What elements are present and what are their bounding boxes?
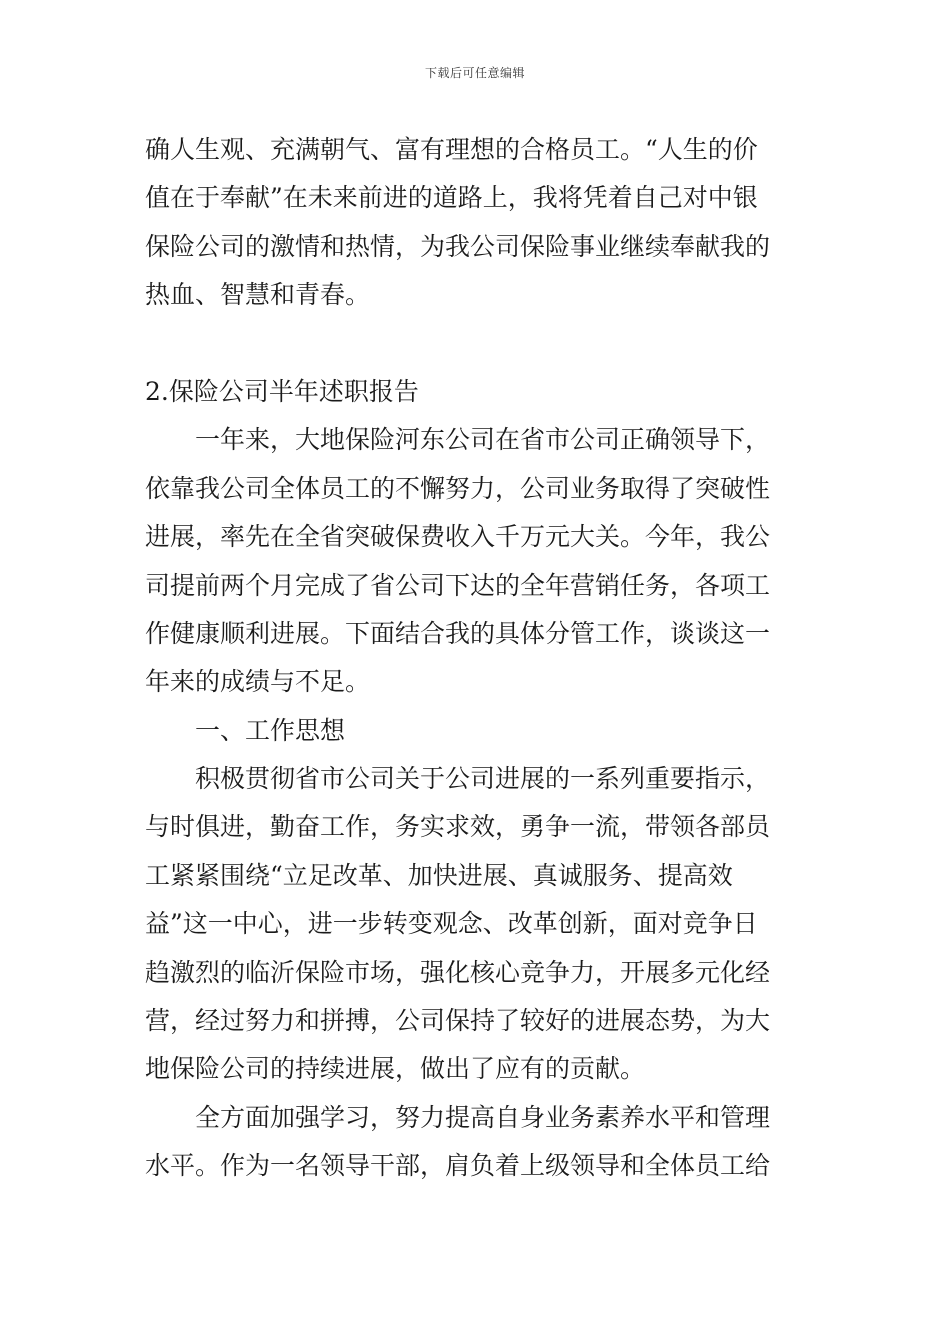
text-line: 趋激烈的临沂保险市场，强化核心竞争力，开展多元化经 bbox=[145, 957, 771, 987]
text-line: 水平。作为一名领导干部，肩负着上级领导和全体员工给 bbox=[145, 1151, 771, 1181]
text-line: 司提前两个月完成了省公司下达的全年营销任务，各项工 bbox=[145, 570, 771, 600]
blank-line bbox=[145, 320, 809, 368]
text-line: 进展，率先在全省突破保费收入千万元大关。今年，我公 bbox=[145, 522, 771, 552]
text-line: 益”这一中心，进一步转变观念、改革创新，面对竞争日 bbox=[145, 909, 758, 939]
document-body bbox=[145, 126, 809, 1191]
text-line: 年来的成绩与不足。 bbox=[145, 667, 371, 697]
text-line: 工紧紧围绕“立足改革、加快进展、真诚服务、提高效 bbox=[145, 860, 733, 890]
text-line: 一年来，大地保险河东公司在省市公司正确领导下， bbox=[195, 425, 771, 455]
text-line: 值在于奉献”在未来前进的道路上，我将凭着自己对中银 bbox=[145, 183, 758, 213]
text-line: 积极贯彻省市公司关于公司进展的一系列重要指示， bbox=[195, 764, 771, 794]
text-line: 作健康顺利进展。下面结合我的具体分管工作，谈谈这一 bbox=[145, 618, 771, 648]
text-line: 地保险公司的持续进展，做出了应有的贡献。 bbox=[145, 1054, 646, 1084]
text-line: 全方面加强学习，努力提高自身业务素养水平和管理 bbox=[195, 1102, 771, 1132]
text-line: 营，经过努力和拼搏，公司保持了较好的进展态势，为大 bbox=[145, 1006, 771, 1036]
text-line: 依靠我公司全体员工的不懈努力，公司业务取得了突破性 bbox=[145, 473, 771, 503]
text-line: 与时俱进，勤奋工作，务实求效，勇争一流，带领各部员 bbox=[145, 812, 771, 842]
page-header: 下载后可任意编辑 bbox=[424, 66, 525, 80]
text-line: 保险公司的激情和热情，为我公司保险事业继续奉献我的 bbox=[145, 231, 771, 261]
text-line: 确人生观、充满朝气、富有理想的合格员工。“人生的价 bbox=[145, 135, 758, 164]
text-line: 一、工作思想 bbox=[195, 715, 346, 745]
text-line: 2.保险公司半年述职报告 bbox=[145, 376, 419, 406]
text-line: 热血、智慧和青春。 bbox=[145, 280, 371, 310]
